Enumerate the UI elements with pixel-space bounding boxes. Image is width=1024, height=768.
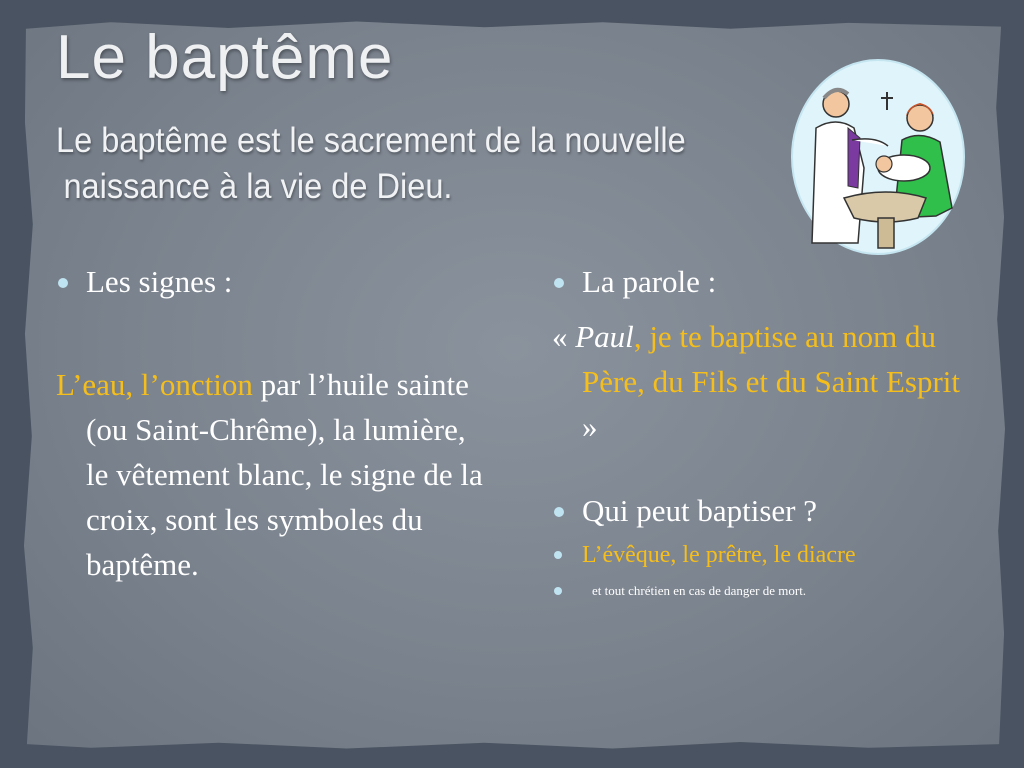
who-can-baptize-heading: Qui peut baptiser ? xyxy=(552,491,972,531)
formula-text: , je te baptise au nom du Père, du Fils et du Saint Esprit xyxy=(582,319,961,399)
danger-of-death-note: et tout chrétien en cas de danger de mort. xyxy=(552,581,972,601)
signs-paragraph xyxy=(56,362,486,587)
bullet-icon xyxy=(554,278,564,288)
word-column xyxy=(552,262,972,601)
bullet-icon xyxy=(554,507,564,517)
subtitle-line-1: Le baptême est le sacrement de la nouvelle xyxy=(56,121,686,160)
word-heading: La parole : xyxy=(552,262,972,302)
who-can-baptize-answer: L’évêque, le prêtre, le diacre xyxy=(552,539,972,571)
bullet-icon xyxy=(554,551,562,559)
bullet-icon xyxy=(554,587,562,595)
slide-subtitle xyxy=(56,118,698,210)
bullet-icon xyxy=(58,278,68,288)
formula-name: Paul xyxy=(575,319,634,354)
baptism-formula: « Paul, je te baptise au nom du Père, du Fils et du Saint Esprit » xyxy=(552,319,961,444)
signs-column xyxy=(56,262,486,587)
subtitle-line-2: naissance à la vie de Dieu. xyxy=(63,167,453,206)
baptism-clipart-icon xyxy=(786,58,966,256)
slide-title: Le baptême xyxy=(56,23,394,92)
signs-text: par l’huile sainte (ou Saint-Chrême), la lumière, le vêtement blanc, le signe de la croix, sont les symboles du baptême. xyxy=(86,367,483,582)
signs-highlight: L’eau, l’onction xyxy=(56,367,253,402)
signs-heading: Les signes : xyxy=(56,262,486,302)
